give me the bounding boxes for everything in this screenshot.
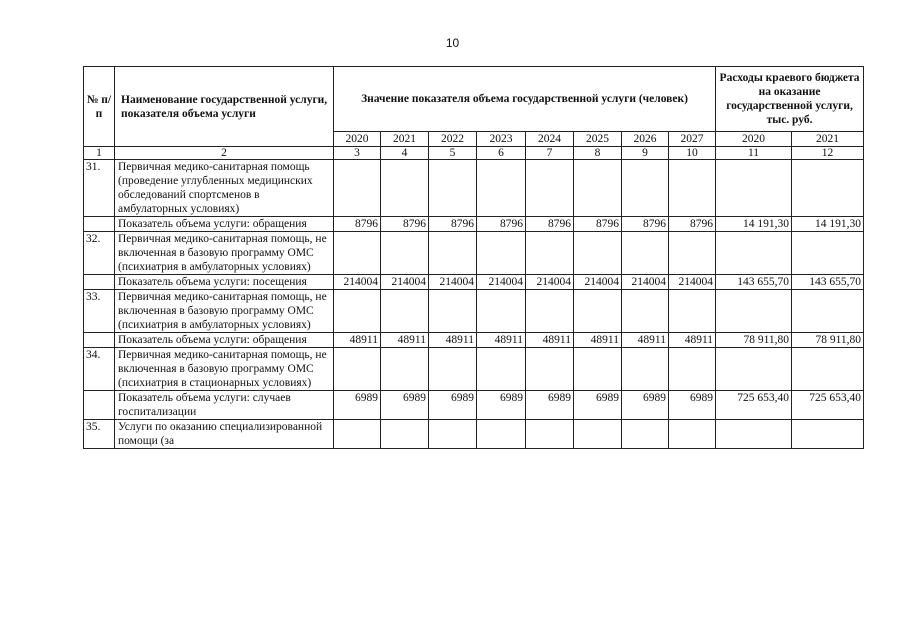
volume-value [334, 160, 381, 217]
volume-value [574, 290, 622, 333]
budget-value [716, 160, 792, 217]
service-name: Услуги по оказанию специализированной помощи (за [115, 420, 334, 449]
volume-value: 6989 [477, 391, 526, 420]
volume-value [334, 232, 381, 275]
volume-value: 48911 [477, 333, 526, 348]
indicator-row [84, 275, 864, 290]
column-number: 2 [115, 147, 334, 160]
volume-value [669, 348, 716, 391]
volume-value: 8796 [669, 217, 716, 232]
row-number [84, 275, 115, 290]
volume-value: 48911 [334, 333, 381, 348]
column-number: 9 [622, 147, 669, 160]
volume-year-header: 2027 [669, 132, 716, 147]
row-number: 33. [84, 290, 115, 333]
volume-value: 8796 [574, 217, 622, 232]
budget-value: 725 653,40 [716, 391, 792, 420]
volume-value [669, 232, 716, 275]
volume-value: 8796 [381, 217, 429, 232]
column-numbers-row [84, 147, 864, 160]
volume-value [574, 348, 622, 391]
budget-value: 14 191,30 [716, 217, 792, 232]
column-number: 12 [792, 147, 864, 160]
budget-value [792, 348, 864, 391]
volume-value: 214004 [622, 275, 669, 290]
volume-year-header: 2026 [622, 132, 669, 147]
volume-value [334, 348, 381, 391]
indicator-name: Показатель объема услуги: обращения [115, 217, 334, 232]
volume-value: 48911 [622, 333, 669, 348]
volume-value: 48911 [429, 333, 477, 348]
volume-value [429, 420, 477, 449]
service-name: Первичная медико-санитарная помощь, не включенная в базовую программу ОМС (психиатрия в стационарных условиях) [115, 348, 334, 391]
volume-value: 6989 [429, 391, 477, 420]
budget-year-header: 2020 [716, 132, 792, 147]
volume-value [429, 348, 477, 391]
volume-value [526, 348, 574, 391]
volume-value: 48911 [574, 333, 622, 348]
row-number: 34. [84, 348, 115, 391]
volume-value: 48911 [669, 333, 716, 348]
column-number: 5 [429, 147, 477, 160]
volume-year-header: 2024 [526, 132, 574, 147]
volume-value: 6989 [526, 391, 574, 420]
volume-value [622, 290, 669, 333]
volume-value [429, 160, 477, 217]
volume-value [526, 160, 574, 217]
header-col-name: Наименование государственной услуги, показателя объема услуги [115, 67, 334, 147]
budget-value [792, 232, 864, 275]
column-number: 6 [477, 147, 526, 160]
volume-year-header: 2021 [381, 132, 429, 147]
indicator-row [84, 333, 864, 348]
budget-value [716, 232, 792, 275]
volume-value: 8796 [526, 217, 574, 232]
budget-value: 14 191,30 [792, 217, 864, 232]
volume-value [477, 160, 526, 217]
volume-value: 214004 [669, 275, 716, 290]
service-row [84, 160, 864, 217]
budget-value: 143 655,70 [716, 275, 792, 290]
volume-value [477, 232, 526, 275]
volume-year-header: 2020 [334, 132, 381, 147]
budget-value: 78 911,80 [716, 333, 792, 348]
volume-value [574, 420, 622, 449]
volume-value [574, 232, 622, 275]
volume-value: 6989 [334, 391, 381, 420]
column-number: 7 [526, 147, 574, 160]
volume-value [669, 160, 716, 217]
volume-value: 214004 [429, 275, 477, 290]
volume-year-header: 2022 [429, 132, 477, 147]
row-number: 35. [84, 420, 115, 449]
column-number: 4 [381, 147, 429, 160]
service-name: Первичная медико-санитарная помощь, не включенная в базовую программу ОМС (психиатрия в амбулаторных условиях) [115, 290, 334, 333]
row-number [84, 391, 115, 420]
volume-value [669, 420, 716, 449]
column-number: 11 [716, 147, 792, 160]
table-header-row [84, 67, 864, 132]
service-row [84, 232, 864, 275]
volume-value [622, 348, 669, 391]
volume-value [381, 348, 429, 391]
volume-value [334, 420, 381, 449]
row-number: 32. [84, 232, 115, 275]
column-number: 1 [84, 147, 115, 160]
volume-value: 214004 [574, 275, 622, 290]
indicator-row [84, 391, 864, 420]
budget-year-header: 2021 [792, 132, 864, 147]
column-number: 8 [574, 147, 622, 160]
column-number: 3 [334, 147, 381, 160]
volume-value: 8796 [622, 217, 669, 232]
volume-year-header: 2025 [574, 132, 622, 147]
volume-value [622, 160, 669, 217]
budget-value [792, 420, 864, 449]
header-col-number: № п/п [84, 67, 115, 147]
budget-value [716, 420, 792, 449]
service-row [84, 348, 864, 391]
volume-value [429, 290, 477, 333]
volume-value [669, 290, 716, 333]
volume-value: 48911 [381, 333, 429, 348]
volume-value: 6989 [574, 391, 622, 420]
row-number [84, 217, 115, 232]
volume-value [574, 160, 622, 217]
volume-year-header: 2023 [477, 132, 526, 147]
volume-value [381, 420, 429, 449]
column-number: 10 [669, 147, 716, 160]
volume-value: 8796 [334, 217, 381, 232]
volume-value [526, 232, 574, 275]
volume-value [381, 290, 429, 333]
volume-value: 6989 [669, 391, 716, 420]
volume-value [526, 290, 574, 333]
volume-value [429, 232, 477, 275]
header-col-budget: Расходы краевого бюджета на оказание государственной услуги, тыс. руб. [716, 67, 864, 132]
services-table [83, 66, 864, 449]
volume-value [477, 290, 526, 333]
indicator-row [84, 217, 864, 232]
volume-value: 214004 [477, 275, 526, 290]
volume-value [477, 348, 526, 391]
volume-value: 214004 [334, 275, 381, 290]
volume-value: 214004 [526, 275, 574, 290]
volume-value [334, 290, 381, 333]
volume-value: 48911 [526, 333, 574, 348]
volume-value [622, 420, 669, 449]
volume-value: 6989 [381, 391, 429, 420]
row-number [84, 333, 115, 348]
service-row [84, 420, 864, 449]
volume-value [477, 420, 526, 449]
row-number: 31. [84, 160, 115, 217]
volume-value [381, 160, 429, 217]
page-number: 10 [445, 36, 460, 50]
service-row [84, 290, 864, 333]
budget-value: 725 653,40 [792, 391, 864, 420]
volume-value: 214004 [381, 275, 429, 290]
indicator-name: Показатель объема услуги: посещения [115, 275, 334, 290]
service-name: Первичная медико-санитарная помощь (проведение углубленных медицинских обследований спортсменов в амбулаторных условиях) [115, 160, 334, 217]
budget-value [716, 290, 792, 333]
budget-value [792, 160, 864, 217]
volume-value: 8796 [477, 217, 526, 232]
indicator-name: Показатель объема услуги: обращения [115, 333, 334, 348]
volume-value: 8796 [429, 217, 477, 232]
budget-value: 143 655,70 [792, 275, 864, 290]
service-name: Первичная медико-санитарная помощь, не включенная в базовую программу ОМС (психиатрия в амбулаторных условиях) [115, 232, 334, 275]
budget-value [716, 348, 792, 391]
header-col-volume: Значение показателя объема государственной услуги (человек) [334, 67, 716, 132]
budget-value [792, 290, 864, 333]
volume-value [381, 232, 429, 275]
volume-value: 6989 [622, 391, 669, 420]
volume-value [622, 232, 669, 275]
volume-value [526, 420, 574, 449]
budget-value: 78 911,80 [792, 333, 864, 348]
indicator-name: Показатель объема услуги: случаев госпитализации [115, 391, 334, 420]
